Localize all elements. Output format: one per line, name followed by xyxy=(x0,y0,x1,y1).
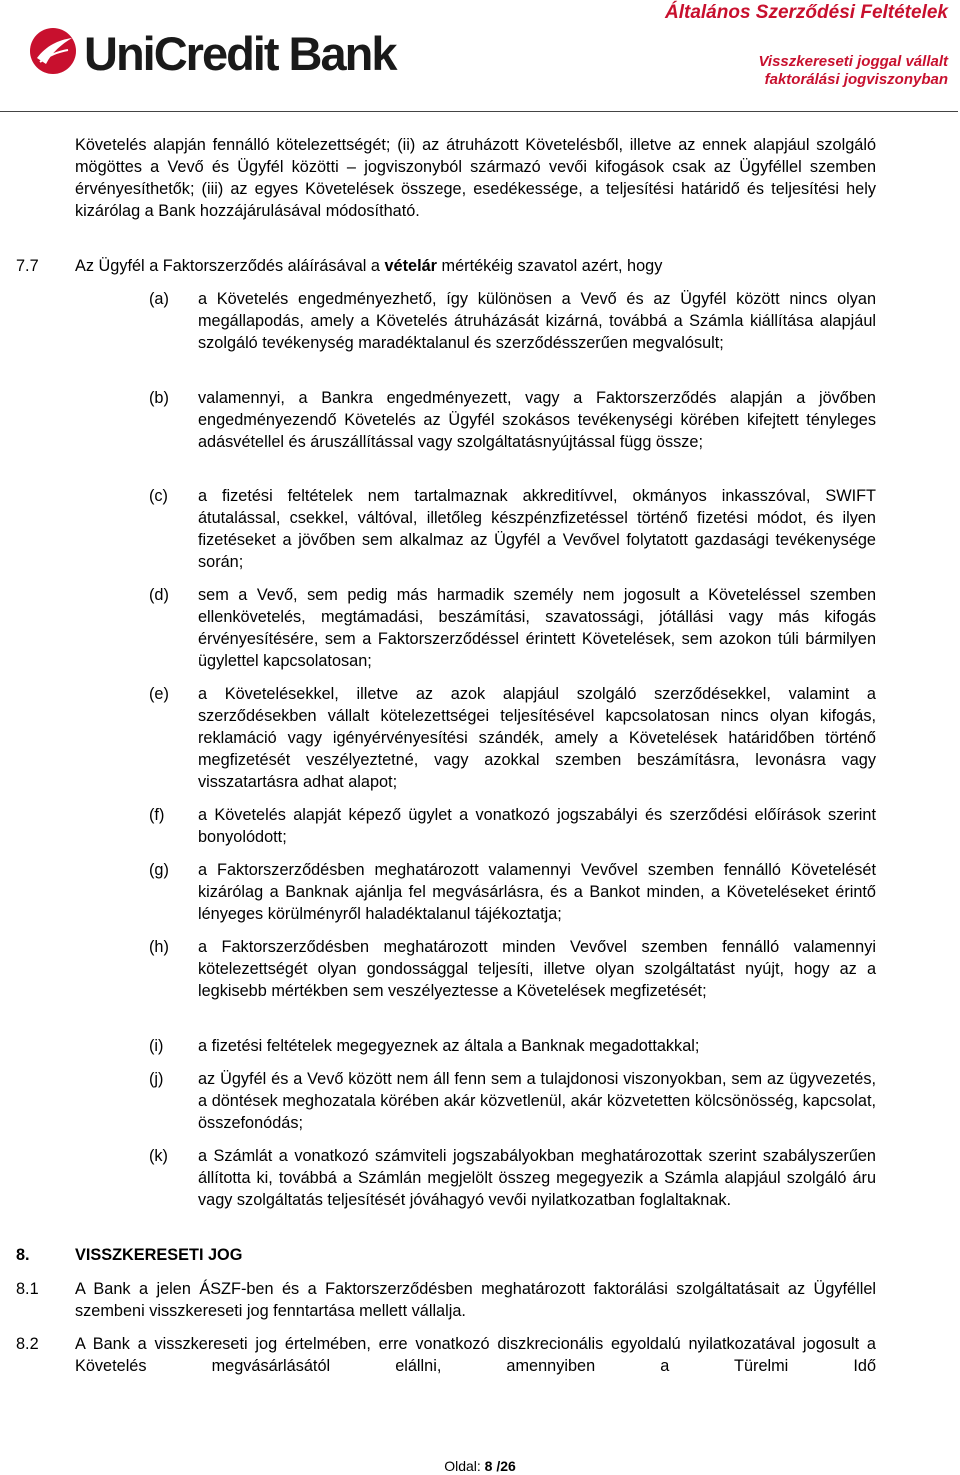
section-title: VISSZKERESETI JOG xyxy=(75,1246,243,1264)
list-item-label: (i) xyxy=(149,1037,164,1055)
section-8-1-text: A Bank a jelen ÁSZF-ben és a Faktorszerződésben meghatározott faktorálási szolgáltatásait az Ügyféllel szembeni visszkereseti jog fenntartása mellett vállalja. xyxy=(75,1280,876,1320)
list-item-label: (d) xyxy=(149,586,169,604)
list-item-label: (a) xyxy=(149,290,169,308)
list-item-label: (c) xyxy=(149,487,168,505)
subtitle-line-2: faktorálási jogviszonyban xyxy=(764,71,948,88)
section-7-7-text-end: mértékéig szavatol azért, hogy xyxy=(437,257,663,275)
page-footer xyxy=(0,1457,960,1475)
section-number: 8. xyxy=(16,1246,30,1264)
section-7-7-bold-term: vételár xyxy=(384,257,437,275)
list-item-label: (f) xyxy=(149,806,165,824)
list-item-text: a Követelés engedményezhető, így különösen a Vevő és az Ügyfél között nincs olyan megállapodás, amely a Követelés átruházását kizárná, továbbá a Számla kiállítása alapjául szolgáló tevékenység maradéktalanul és szerződésszerűen megvalósult; xyxy=(198,290,876,352)
list-item-text: a fizetési feltételek nem tartalmaznak akkreditívvel, okmányos inkasszóval, SWIFT átutalással, csekkel, váltóval, illetőleg készpénzfizetéssel történő fizetési módot, és ilyen fizetéseket a jövőben sem alkalmaz az Ügyfél a Vevővel folytatott gazdasági tevékenysége során; xyxy=(198,487,876,571)
list-item-label: (e) xyxy=(149,685,169,703)
list-item-text: a Faktorszerződésben meghatározott minden Vevővel szemben fennálló valamennyi kötelezettségét olyan gondossággal teljesíti, illetve olyan szolgáltatást nyújt, hogy az a legkisebb mértékben sem veszélyeztesse a Követelések megfizetését; xyxy=(198,938,876,1000)
document-title: Általános Szerződési Feltételek xyxy=(665,2,948,23)
unicredit-logo xyxy=(28,24,398,84)
logo-text: UniCredit Bank xyxy=(84,27,396,80)
page-number: 8 /26 xyxy=(484,1458,516,1474)
list-item-text: a Követelésekkel, illetve az azok alapjául szolgáló szerződésekkel, valamint a szerződésekben vállalt kötelezettségei teljesítésével kapcsolatosan nincs olyan kifogás, reklamáció vagy igényérvényesítési szándék, amely a Követelések határidőben történő megfizetését veszélyeztetné, vagy azokkal szemben beszámításra, levonásra vagy visszatartásra adhat alapot; xyxy=(198,685,876,791)
list-item-text: a Számlát a vonatkozó számviteli jogszabályokban meghatározottak szerint szabályszerűen állította ki, továbbá a Számlán megjelölt összeg megegyezik a Számla alapjául szolgáló áru vagy szolgáltatás teljesítését jóváhagyó vevői nyilatkozatban foglaltaknak. xyxy=(198,1147,876,1209)
section-7-7-text xyxy=(75,255,876,277)
section-number: 8.2 xyxy=(16,1335,39,1353)
list-item-text: valamennyi, a Bankra engedményezett, vagy a Faktorszerződés alapján a jövőben engedményezendő Követelés az Ügyfél szokásos tevékenységi körében kifejtett tényleges adásvétellel és áruszállítással vagy szolgáltatásnyújtással függ össze; xyxy=(198,389,876,451)
list-item-label: (h) xyxy=(149,938,169,956)
list-item-text: a fizetési feltételek megegyeznek az általa a Banknak megadottakkal; xyxy=(198,1037,700,1055)
list-item-text: az Ügyfél és a Vevő között nem áll fenn sem a tulajdonosi viszonyokban, sem az ügyvezetés, a döntések meghozatala körében akár közvetlenül, akár közvetetten kölcsönösség, kapcsolat, összefonódás; xyxy=(198,1070,876,1132)
list-item-label: (k) xyxy=(149,1147,168,1165)
header-divider xyxy=(0,111,958,112)
list-item-text: sem a Vevő, sem pedig más harmadik személy nem jogosult a Követeléssel szemben ellenkövetelés, megtámadási, beszámítási, szavatossági, jótállási vagy más kifogás érvényesítésére, sem a Faktorszerződéssel érintett Követelések, sem azokon túli bármilyen ügylettel kapcsolatosan; xyxy=(198,586,876,670)
list-item-label: (g) xyxy=(149,861,169,879)
list-item-label: (j) xyxy=(149,1070,164,1088)
unicredit-logo-mark-icon xyxy=(28,26,78,76)
intro-paragraph: Követelés alapján fennálló kötelezettségét; (ii) az átruházott Követelésből, illetve az ennek alapjául szolgáló mögöttes a Vevő és Ügyfél közötti – jogviszonyból származó vevői kifogások csak az Ügyféllel szemben érvényesíthetők; (iii) az egyes Követelések összege, esedékessége, a teljesítési határidő és teljesítési hely kizárólag a Bank hozzájárulásával módosítható. xyxy=(75,136,876,220)
section-8-2-text: A Bank a visszkereseti jog értelmében, erre vonatkozó diszkrecionális egyoldalú nyilatkozatával jogosult a Követelés megvásárlásától elállni, amennyiben a Türelmi Idő xyxy=(75,1335,876,1375)
document-subtitle xyxy=(758,53,948,89)
page-label: Oldal: xyxy=(444,1458,481,1474)
section-7-7-text-start: Az Ügyfél a Faktorszerződés aláírásával a xyxy=(75,257,385,275)
section-number: 8.1 xyxy=(16,1280,39,1298)
list-item-label: (b) xyxy=(149,389,169,407)
list-item-text: a Követelés alapját képező ügylet a vonatkozó jogszabályi és szerződési előírások szerint bonyolódott; xyxy=(198,806,876,846)
subtitle-line-1: Visszkereseti joggal vállalt xyxy=(758,53,948,70)
section-number: 7.7 xyxy=(16,257,39,275)
list-item-text: a Faktorszerződésben meghatározott valamennyi Vevővel szemben fennálló Követelését kizárólag a Banknak ajánlja fel megvásárlásra, és a Bankot minden, a Követeléseket érintő lényeges körülményről haladéktalanul tájékoztatja; xyxy=(198,861,876,923)
page-header xyxy=(0,0,960,112)
